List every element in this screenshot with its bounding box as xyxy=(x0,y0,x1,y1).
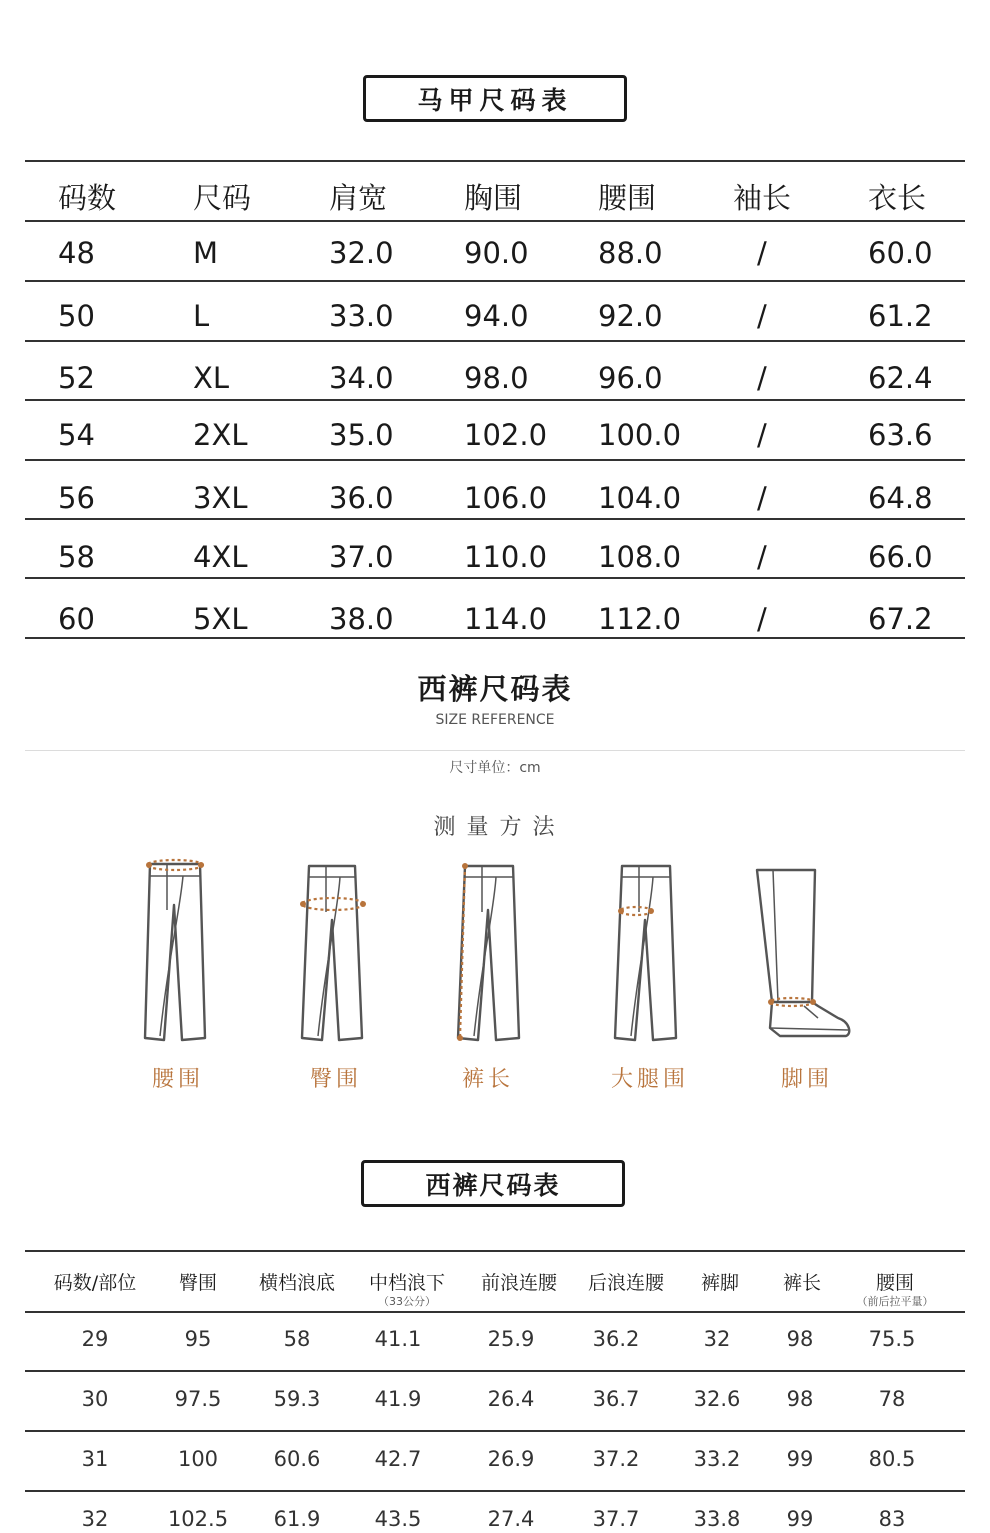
table-cell: 64.8 xyxy=(868,481,933,515)
pants-reference-subtitle: SIZE REFERENCE xyxy=(435,712,555,728)
table-cell: 52 xyxy=(58,361,95,395)
unit-note: 尺寸单位：cm xyxy=(449,760,541,776)
table-cell: 100.0 xyxy=(598,418,682,452)
table-cell: 26.4 xyxy=(487,1387,535,1411)
table-cell: 58 xyxy=(283,1327,311,1351)
divider xyxy=(25,1250,965,1252)
table-cell: 110.0 xyxy=(464,540,548,574)
table-cell: 50 xyxy=(58,299,95,333)
table-cell: 31 xyxy=(81,1447,109,1471)
table-cell: 33.0 xyxy=(329,299,394,333)
table-cell: 63.6 xyxy=(868,418,933,452)
table-cell: 59.3 xyxy=(273,1387,321,1411)
table-cell: 32 xyxy=(703,1327,731,1351)
table-cell: / xyxy=(757,236,767,270)
divider xyxy=(25,459,965,461)
vest-header-length: 衣长 xyxy=(868,181,927,215)
table-cell: 41.9 xyxy=(374,1387,422,1411)
pants-header-note: （33公分） xyxy=(378,1295,436,1308)
table-cell: 83 xyxy=(878,1507,906,1531)
table-cell: 32 xyxy=(81,1507,109,1531)
divider xyxy=(25,577,965,579)
table-cell: 104.0 xyxy=(598,481,682,515)
illustration-label-hem: 脚围 xyxy=(780,1067,834,1092)
divider xyxy=(25,518,965,520)
table-cell: 37.0 xyxy=(329,540,394,574)
pants-table-title: 西裤尺码表 xyxy=(361,1160,625,1207)
table-cell: 5XL xyxy=(193,602,248,636)
table-cell: 102.0 xyxy=(464,418,548,452)
pants-header-crotch: 横档浪底 xyxy=(258,1272,336,1294)
divider xyxy=(25,750,965,751)
table-cell: 42.7 xyxy=(374,1447,422,1471)
illustration-label-thigh: 大腿围 xyxy=(610,1067,690,1092)
table-cell: 33.2 xyxy=(693,1447,741,1471)
table-cell: 58 xyxy=(58,540,95,574)
table-cell: 29 xyxy=(81,1327,109,1351)
table-cell: 75.5 xyxy=(868,1327,916,1351)
table-cell: 106.0 xyxy=(464,481,548,515)
table-cell: 25.9 xyxy=(487,1327,535,1351)
table-cell: 99 xyxy=(786,1447,814,1471)
table-cell: 43.5 xyxy=(374,1507,422,1531)
pants-header-front-rise: 前浪连腰 xyxy=(480,1272,558,1294)
pants-header-waist: 腰围 xyxy=(875,1272,915,1294)
table-cell: 102.5 xyxy=(167,1507,229,1531)
table-cell: XL xyxy=(193,361,230,395)
vest-header-shoulder: 肩宽 xyxy=(329,181,388,215)
table-cell: 61.2 xyxy=(868,299,933,333)
divider xyxy=(25,399,965,401)
table-cell: / xyxy=(757,540,767,574)
table-cell: 98 xyxy=(786,1327,814,1351)
table-cell: 98 xyxy=(786,1387,814,1411)
vest-table-title: 马甲尺码表 xyxy=(363,75,627,122)
pants-reference-title: 西裤尺码表 xyxy=(417,672,573,706)
divider xyxy=(25,1430,965,1432)
table-cell: 114.0 xyxy=(464,602,548,636)
table-cell: 61.9 xyxy=(273,1507,321,1531)
table-cell: 36.2 xyxy=(592,1327,640,1351)
table-cell: / xyxy=(757,481,767,515)
table-cell: 48 xyxy=(58,236,95,270)
pants-header-note: （前后拉平量） xyxy=(856,1295,934,1308)
table-cell: 62.4 xyxy=(868,361,933,395)
table-cell: 108.0 xyxy=(598,540,682,574)
table-cell: 99 xyxy=(786,1507,814,1531)
table-cell: 3XL xyxy=(193,481,248,515)
divider xyxy=(25,1311,965,1313)
table-cell: 2XL xyxy=(193,418,248,452)
divider xyxy=(25,340,965,342)
pants-header-length: 裤长 xyxy=(782,1272,822,1294)
table-cell: 30 xyxy=(81,1387,109,1411)
vest-header-sleeve: 袖长 xyxy=(733,181,792,215)
measurement-illustrations xyxy=(0,850,990,1050)
table-cell: 54 xyxy=(58,418,95,452)
table-cell: 88.0 xyxy=(598,236,663,270)
divider xyxy=(25,220,965,222)
table-cell: 98.0 xyxy=(464,361,529,395)
table-cell: 35.0 xyxy=(329,418,394,452)
table-cell: 4XL xyxy=(193,540,248,574)
table-cell: 100 xyxy=(177,1447,219,1471)
table-cell: 60.6 xyxy=(273,1447,321,1471)
pants-header-mid-thigh: 中档浪下 xyxy=(368,1272,446,1294)
table-cell: L xyxy=(193,299,210,333)
pants-header-hem: 裤脚 xyxy=(700,1272,740,1294)
table-cell: 36.0 xyxy=(329,481,394,515)
table-cell: 33.8 xyxy=(693,1507,741,1531)
table-cell: 96.0 xyxy=(598,361,663,395)
length-measure-icon xyxy=(457,863,519,1041)
waist-measure-icon xyxy=(145,860,205,1040)
table-cell: 94.0 xyxy=(464,299,529,333)
table-cell: / xyxy=(757,299,767,333)
table-cell: 32.6 xyxy=(693,1387,741,1411)
pants-header-hip: 臀围 xyxy=(178,1272,218,1294)
table-cell: 60 xyxy=(58,602,95,636)
table-cell: 32.0 xyxy=(329,236,394,270)
divider xyxy=(25,1490,965,1492)
thigh-measure-icon xyxy=(615,866,676,1040)
vest-header-size: 尺码 xyxy=(193,181,252,215)
table-cell: M xyxy=(193,236,219,270)
table-cell: / xyxy=(757,418,767,452)
table-cell: 92.0 xyxy=(598,299,663,333)
table-cell: / xyxy=(757,361,767,395)
illustration-label-waist: 腰围 xyxy=(151,1067,205,1092)
table-cell: 112.0 xyxy=(598,602,682,636)
table-cell: 37.2 xyxy=(592,1447,640,1471)
divider xyxy=(25,160,965,162)
table-cell: 80.5 xyxy=(868,1447,916,1471)
table-cell: 36.7 xyxy=(592,1387,640,1411)
table-cell: 27.4 xyxy=(487,1507,535,1531)
method-title: 测 量 方 法 xyxy=(433,815,557,840)
table-cell: 26.9 xyxy=(487,1447,535,1471)
table-cell: 37.7 xyxy=(592,1507,640,1531)
illustration-label-length: 裤长 xyxy=(461,1067,515,1092)
divider xyxy=(25,280,965,282)
table-cell: 66.0 xyxy=(868,540,933,574)
vest-header-waist: 腰围 xyxy=(598,181,657,215)
table-cell: / xyxy=(757,602,767,636)
table-cell: 78 xyxy=(878,1387,906,1411)
illustration-label-hip: 臀围 xyxy=(309,1067,363,1092)
table-cell: 34.0 xyxy=(329,361,394,395)
pants-header-code: 码数/部位 xyxy=(53,1272,137,1294)
table-cell: 41.1 xyxy=(374,1327,422,1351)
table-cell: 56 xyxy=(58,481,95,515)
divider xyxy=(25,1370,965,1372)
table-cell: 67.2 xyxy=(868,602,933,636)
table-cell: 97.5 xyxy=(174,1387,222,1411)
table-cell: 90.0 xyxy=(464,236,529,270)
vest-header-chest: 胸围 xyxy=(464,181,523,215)
pants-header-back-rise: 后浪连腰 xyxy=(587,1272,665,1294)
table-cell: 60.0 xyxy=(868,236,933,270)
hip-measure-icon xyxy=(300,866,366,1040)
divider xyxy=(25,637,965,639)
hem-measure-icon xyxy=(757,870,849,1036)
table-cell: 95 xyxy=(184,1327,212,1351)
table-cell: 38.0 xyxy=(329,602,394,636)
vest-header-code: 码数 xyxy=(58,181,117,215)
